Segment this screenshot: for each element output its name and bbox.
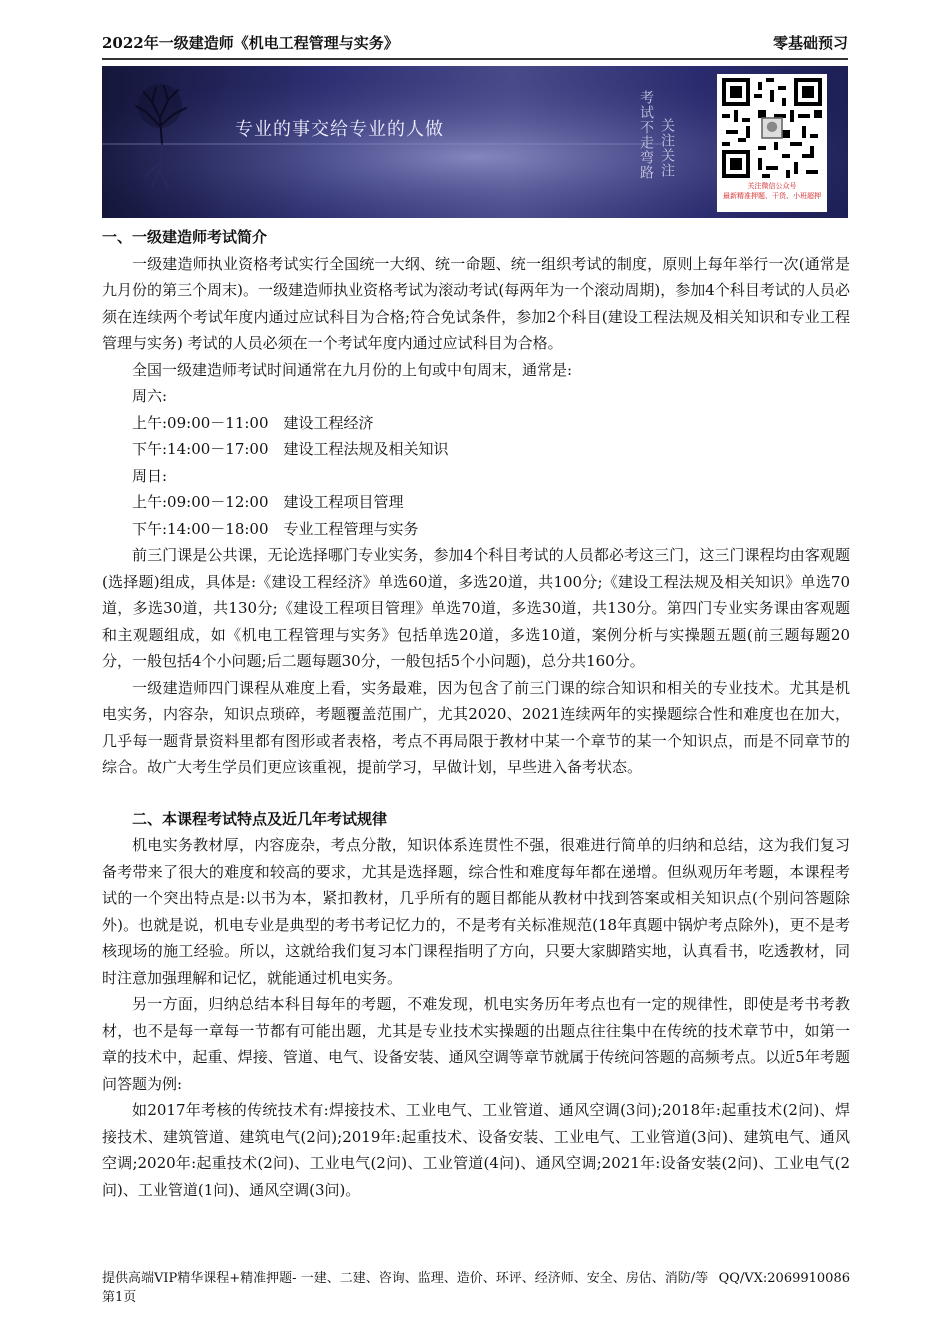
promo-banner [102,66,848,218]
schedule-sun-am: 上午:09:00－12:00 建设工程项目管理 [132,493,404,511]
paragraph-course-structure: 前三门课是公共课，无论选择哪门专业实务，参加4个科目考试的人员都必考这三门，这三门课程均由客观题(选择题)组成，具体是:《建设工程经济》单选60道，多选20道，共100分;《建设工程法规及相关知识》单选70道，多选30道，共130分;《建设工程项目管理》单选70道，多选30道，共130分。第四门专业实务课由客观题和主观题组成，如《机电工程管理与实务》包括单选20道，多选10道，案例分析与实操题五题(前三题每题20分，一般包括4个小问题;后二题每题30分，一般包括5个小问题)，总分共160分。 [102,546,850,670]
paragraph-exam-time: 全国一级建造师考试时间通常在九月份的上旬或中旬周末，通常是: [132,360,573,379]
paragraph-yearly-topics: 如2017年考核的传统技术有:焊接技术、工业电气、工业管道、通风空调(3问);2018年:起重技术(2问)、焊接技术、建筑管道、建筑电气(2问);2019年:起重技术、设备安装、工业电气、工业管道(3问)、建筑电气、通风空调;2020年:起重技术(2问)、工业电气(2问)、工业管道(4问)、通风空调;2021年:设备安装(2问)、工业电气(2问)、工业管道(1问)、通风空调(3问)。 [102,1101,850,1199]
banner-vertical-text-1: 考试不走弯路 [638,90,654,180]
section-2-title: 二、本课程考试特点及近几年考试规律 [132,809,388,828]
qr-code-icon [722,78,822,178]
section-1-title: 一、一级建造师考试简介 [102,228,268,246]
schedule-sat-pm: 下午:14:00－17:00 建设工程法规及相关知识 [132,440,449,458]
qr-caption-2: 最新精准押题、干货、小班超押 [723,192,821,200]
schedule-saturday: 周六: [132,387,168,405]
qr-code-card [717,74,827,212]
footer-page-number: 第1页 [102,1290,137,1305]
schedule-sunday: 周日: [132,466,168,485]
page-footer [102,1269,850,1307]
schedule-sun-pm: 下午:14:00－18:00 专业工程管理与实务 [132,519,419,538]
page-header [102,28,848,60]
banner-vertical-text-2: 关注关注 [659,118,675,178]
footer-services: 提供高端VIP精华课程+精准押题- 一建、二建、咨询、监理、造价、环评、经济师、安全、房估、消防/等 [102,1271,709,1286]
header-tag: 零基础预习 [772,34,848,52]
paragraph-difficulty: 一级建造师四门课程从难度上看，实务最难，因为包含了前三门课的综合知识和相关的专业技术。尤其是机电实务，内容杂，知识点琐碎，考题覆盖范围广，尤其2020、2021连续两年的实操题综合性和难度也在加大，几乎每一题背景资料里都有图形或者表格，考点不再局限于教材中某一个章节的某一个知识点，而是不同章节的综合。故广大考生学员们更应该重视，提前学习，早做计划，早些进入备考状态。 [102,678,850,776]
schedule-sat-am: 上午:09:00－11:00 建设工程经济 [132,413,374,432]
footer-contact: QQ/VX:2069910086 [718,1271,850,1286]
header-title: 2022年一级建造师《机电工程管理与实务》 [102,34,399,52]
paragraph-exam-intro: 一级建造师执业资格考试实行全国统一大纲、统一命题、统一组织考试的制度，原则上每年举行一次(通常是九月份的第三个周末)。一级建造师执业资格考试为滚动考试(每两年为一个滚动周期)，参加4个科目考试的人员必须在连续两个考试年度内通过应试科目为合格;符合免试条件，参加2个科目(建设工程法规及相关知识和专业工程管理与实务) 考试的人员必须在一个考试年度内通过应试科目为合格。 [102,254,850,352]
document-body [102,224,850,1203]
qr-caption-1: 关注微信公众号 [747,182,797,190]
paragraph-patterns: 另一方面，归纳总结本科目每年的考题，不难发现，机电实务历年考点也有一定的规律性，即使是考书考教材，也不是每一章每一节都有可能出题，尤其是专业技术实操题的出题点往往集中在传统的技术章节中，如第一章的技术中，起重、焊接、管道、电气、设备安装、通风空调等章节就属于传统问答题的高频考点。以近5年考题问答题为例: [102,995,850,1093]
banner-slogan: 专业的事交给专业的人做 [235,119,444,140]
paragraph-characteristics: 机电实务教材厚，内容庞杂，考点分散，知识体系连贯性不强，很难进行简单的归纳和总结，这为我们复习备考带来了很大的难度和较高的要求，尤其是选择题，综合性和难度每年都在递增。但纵观历年考题，本课程考试的一个突出特点是:以书为本，紧扣教材，几乎所有的题目都能从教材中找到答案或相关知识点(个别问答题除外)。也就是说，机电专业是典型的考书考记忆力的，不是考有关标准规范(18年真题中锅炉考点除外)，更不是考核现场的施工经验。所以，这就给我们复习本门课程指明了方向，只要大家脚踏实地，认真看书，吃透教材，同时注意加强理解和记忆，就能通过机电实务。 [102,836,850,987]
